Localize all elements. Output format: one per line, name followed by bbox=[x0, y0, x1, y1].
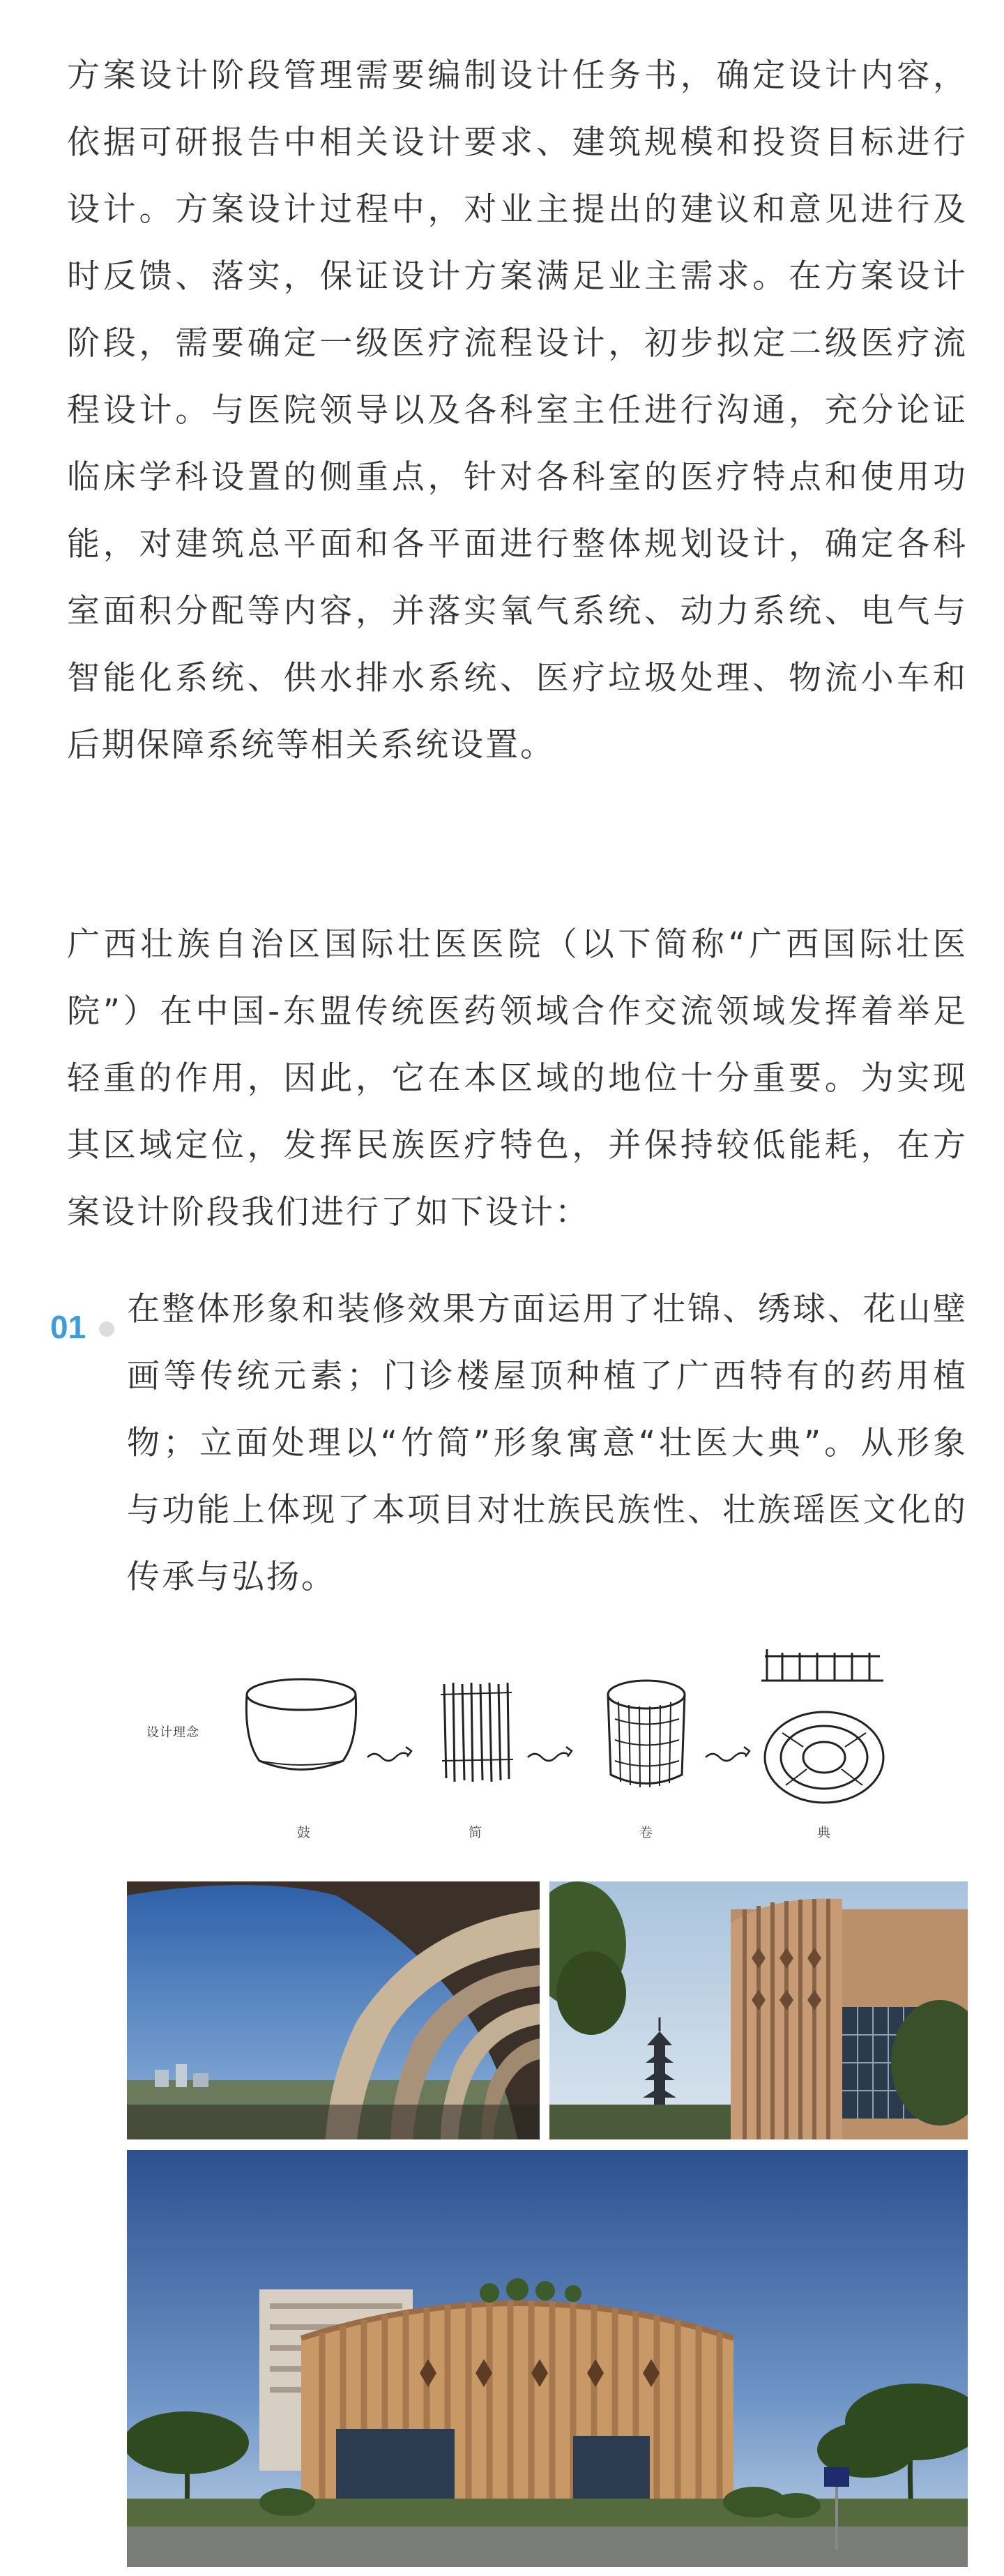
paragraph-hospital-intro: 广西壮族自治区国际壮医医院（以下简称“广西国际壮医院”）在中国-东盟传统医药领域合作交流领域发挥着举足轻重的作用，因此，它在本区域的地位十分重要。为实现其区域定位，发挥民族医疗特色，并保持较低能耗，在方案设计阶段我们进行了如下设计： bbox=[67, 925, 968, 1232]
paragraph-design-stage: 方案设计阶段管理需要编制设计任务书，确定设计内容，依据可研报告中相关设计要求、建筑规模和投资目标进行设计。方案设计过程中，对业主提出的建议和意见进行及时反馈、落实，保证设计方案满足业主需求。在方案设计阶段，需要确定一级医疗流程设计，初步拟定二级医疗流程设计。与医院领导以及各科室主任进行沟通，充分论证临床学科设置的侧重点，针对各科室的医疗特点和使用功能，对建筑总平面和各平面进行整体规划设计，确定各科室面积分配等内容，并落实氧气系统、动力系统、电气与智能化系统、供水排水系统、医疗垃圾处理、物流小车和后期保障系统等相关系统设置。 bbox=[67, 56, 968, 764]
concept-label: 设计理念 bbox=[146, 1725, 199, 1740]
building-plan-sketch bbox=[761, 1649, 883, 1803]
list-bullet-dot bbox=[99, 1321, 114, 1337]
caption-classic: 典 bbox=[817, 1825, 831, 1840]
caption-bamboo-slips: 简 bbox=[469, 1825, 482, 1840]
caption-scroll: 卷 bbox=[639, 1825, 653, 1840]
photo-pagoda-and-facade bbox=[549, 1881, 968, 2139]
list-number: 01 bbox=[50, 1309, 86, 1345]
scroll-sketch bbox=[608, 1681, 685, 1787]
transition-arrow-2 bbox=[528, 1747, 572, 1761]
bamboo-slips-sketch bbox=[441, 1683, 513, 1782]
photo-arched-corridor bbox=[127, 1881, 540, 2139]
photo-main-building bbox=[127, 2150, 968, 2567]
transition-arrow-1 bbox=[367, 1747, 411, 1761]
concept-sketches bbox=[127, 1642, 968, 1869]
caption-drum: 鼓 bbox=[297, 1825, 311, 1840]
transition-arrow-3 bbox=[706, 1747, 750, 1761]
design-concept-figure bbox=[127, 1642, 968, 1869]
list-item-text: 在整体形象和装修效果方面运用了壮锦、绣球、花山壁画等传统元素；门诊楼屋顶种植了广西特有的药用植物；立面处理以“竹简”形象寓意“壮医大典”。从形象与功能上体现了本项目对壮族民族性、壮族瑶医文化的传承与弘扬。 bbox=[127, 1290, 968, 1596]
drum-sketch bbox=[246, 1679, 356, 1770]
